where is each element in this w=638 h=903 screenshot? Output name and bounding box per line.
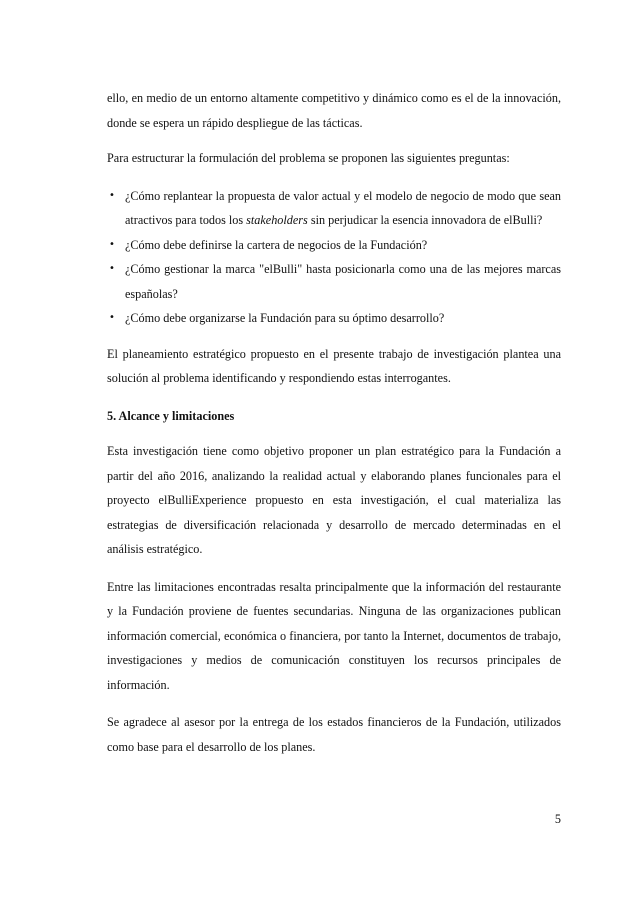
bullet-icon: • — [109, 312, 115, 323]
paragraph-limitations: Entre las limitaciones encontradas resalta principalmente que la información del restaurante y la Fundación proviene de fuentes secundarias. Ninguna de las organizaciones publican información comercial, económica o financiera, por tanto la Internet, documentos de trabajo, investigaciones y medios de comunicación constituyen los recursos principales de información. — [107, 579, 561, 692]
list-item — [107, 233, 561, 258]
list-item — [107, 184, 561, 233]
list-item — [107, 257, 561, 306]
paragraph-planning-summary: El planeamiento estratégico propuesto en el presente trabajo de investigación plantea una solución al problema identificando y respondiendo estas interrogantes. — [107, 346, 561, 385]
question-emphasis: stakeholders — [246, 213, 308, 227]
page-number: 5 — [554, 812, 561, 826]
paragraph-acknowledgement: Se agradece al asesor por la entrega de los estados financieros de la Fundación, utilizados como base para el desarrollo de los planes. — [107, 715, 561, 754]
paragraph-intro-continuation: ello, en medio de un entorno altamente competitivo y dinámico como es el de la innovación, donde se espera un rápido despliegue de las tácticas. — [107, 91, 561, 130]
questions-list — [107, 184, 561, 331]
question-text: ¿Cómo gestionar la marca "elBulli" hasta posicionarla como una de las mejores marcas españolas? — [125, 262, 561, 301]
question-text: ¿Cómo debe organizarse la Fundación para su óptimo desarrollo? — [125, 311, 445, 325]
question-text-part: sin perjudicar la esencia innovadora de elBulli? — [307, 213, 543, 227]
bullet-icon: • — [109, 189, 115, 201]
question-text-part: ¿Cómo replantear la propuesta de valor actual y el modelo de negocio de modo que sean atractivos para todos los — [125, 188, 561, 227]
document-page — [107, 86, 561, 759]
question-text: ¿Cómo debe definirse la cartera de negocios de la Fundación? — [125, 237, 428, 252]
paragraph-scope: Esta investigación tiene como objetivo proponer un plan estratégico para la Fundación a partir del año 2016, analizando la realidad actual y elaborando planes funcionales para el proyecto elBulliExperience propuesto en esta investigación, el cual materializa las estrategias de diversificación relacionada y desarrollo de mercado determinadas en el análisis estratégico. — [107, 444, 561, 556]
bullet-icon: • — [109, 238, 115, 250]
section-heading: 5. Alcance y limitaciones — [107, 408, 235, 423]
list-item — [107, 306, 561, 331]
bullet-icon: • — [109, 263, 115, 274]
paragraph-questions-intro: Para estructurar la formulación del problema se proponen las siguientes preguntas: — [107, 151, 510, 165]
